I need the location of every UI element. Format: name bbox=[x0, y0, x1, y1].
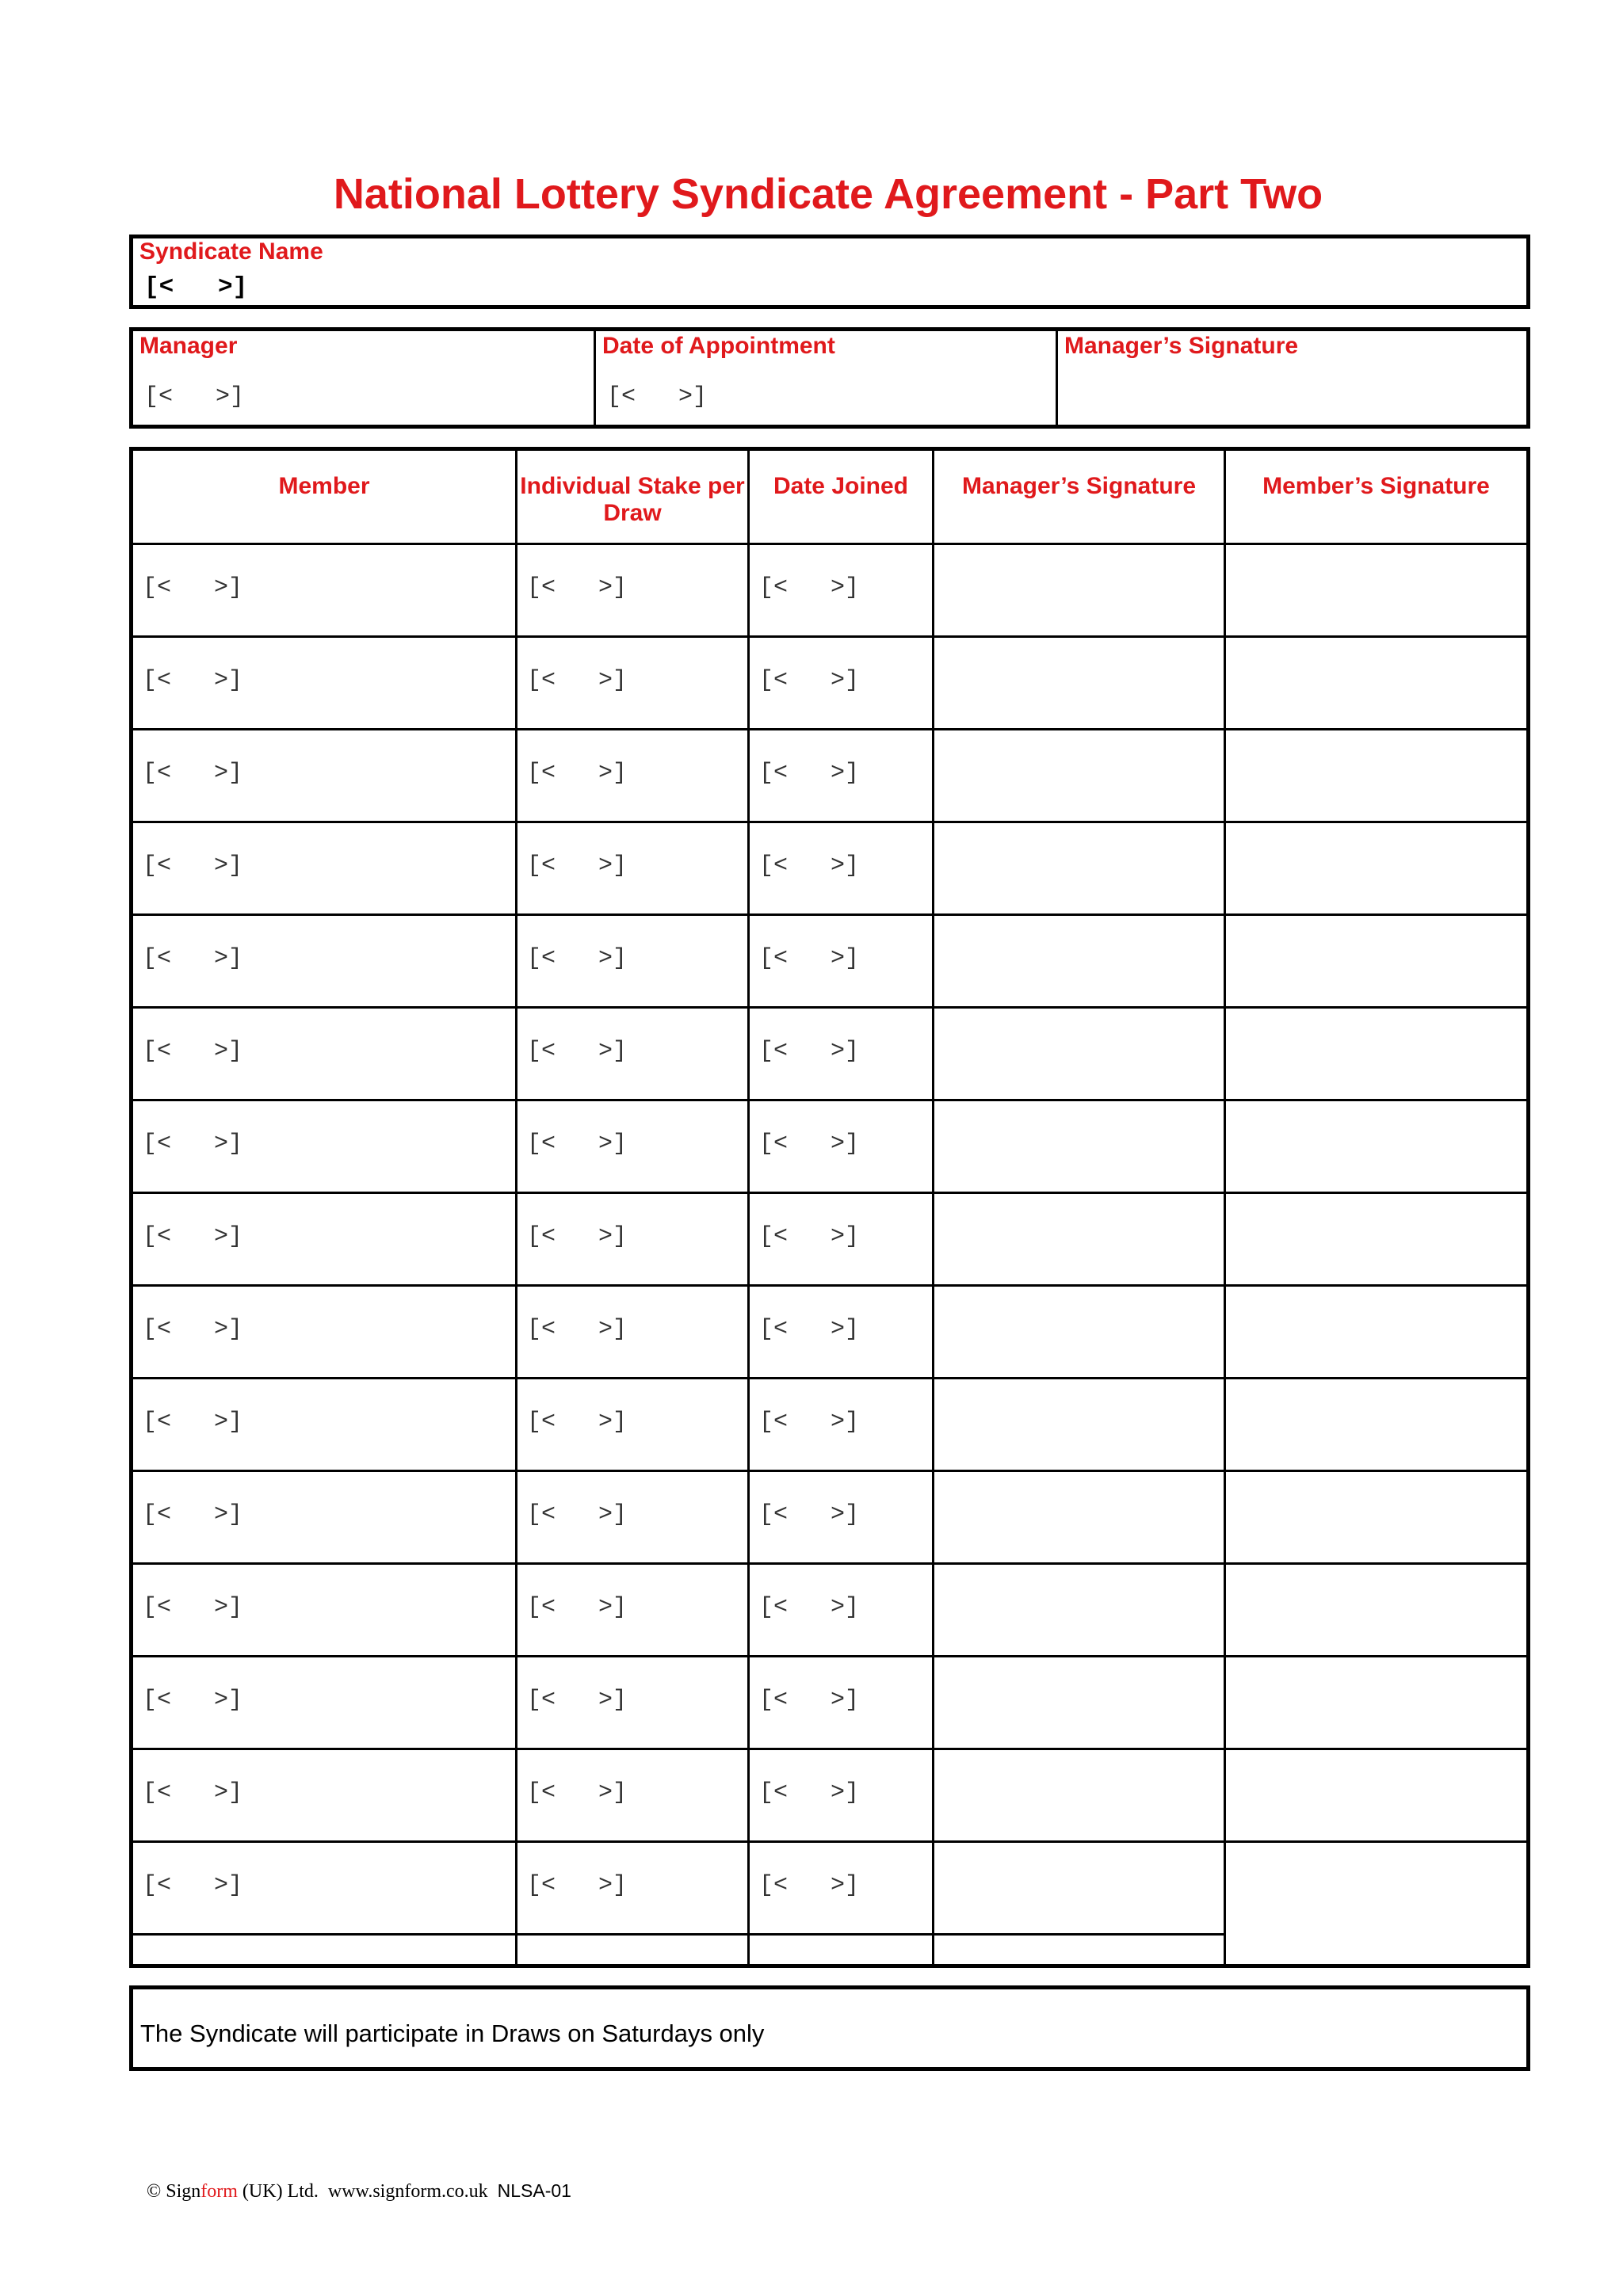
date-joined-field[interactable]: [< >] bbox=[759, 574, 860, 601]
stake-field[interactable]: [< >] bbox=[527, 1409, 628, 1436]
header-manager-signature: Manager’s Signature bbox=[961, 473, 1197, 499]
date-joined-field[interactable]: [< >] bbox=[759, 1131, 860, 1158]
footer bbox=[147, 2180, 571, 2203]
stake-field[interactable]: [< >] bbox=[527, 1594, 628, 1621]
draws-note-box bbox=[129, 1985, 1530, 2071]
manager-cell bbox=[133, 331, 594, 425]
stake-field[interactable]: [< >] bbox=[527, 574, 628, 601]
syndicate-name-box bbox=[129, 235, 1530, 309]
date-joined-field[interactable]: [< >] bbox=[759, 667, 860, 694]
syndicate-name-field[interactable]: [< >] bbox=[144, 273, 248, 301]
header-member-signature: Member’s Signature bbox=[1262, 473, 1490, 499]
row-divider bbox=[133, 1192, 1526, 1194]
date-joined-field[interactable]: [< >] bbox=[759, 1038, 860, 1065]
column-divider bbox=[515, 451, 517, 1964]
date-joined-field[interactable]: [< >] bbox=[759, 945, 860, 972]
member-field[interactable]: [< >] bbox=[143, 945, 243, 972]
footer-brand-highlight: form bbox=[200, 2181, 238, 2202]
header-individual-stake: Individual Stake per Draw bbox=[520, 473, 745, 526]
footer-company: (UK) Ltd. www.signform.co.uk bbox=[237, 2181, 498, 2202]
date-joined-field[interactable]: [< >] bbox=[759, 1409, 860, 1436]
syndicate-name-label: Syndicate Name bbox=[139, 238, 323, 265]
manager-box bbox=[129, 327, 1530, 429]
row-divider bbox=[133, 543, 1526, 545]
header-member: Member bbox=[278, 473, 370, 499]
members-table bbox=[129, 447, 1530, 1968]
member-field[interactable]: [< >] bbox=[143, 1872, 243, 1899]
row-divider bbox=[133, 1099, 1526, 1101]
member-field[interactable]: [< >] bbox=[143, 1038, 243, 1065]
date-joined-field[interactable]: [< >] bbox=[759, 1872, 860, 1899]
row-divider bbox=[133, 1470, 1526, 1472]
row-divider bbox=[133, 1377, 1526, 1379]
stake-field[interactable]: [< >] bbox=[527, 1316, 628, 1343]
stake-field[interactable]: [< >] bbox=[527, 760, 628, 787]
footer-copyright: © Sign bbox=[147, 2181, 201, 2202]
member-field[interactable]: [< >] bbox=[143, 852, 243, 879]
date-joined-field[interactable]: [< >] bbox=[759, 1687, 860, 1714]
stake-field[interactable]: [< >] bbox=[527, 667, 628, 694]
manager-signature-label: Manager’s Signature bbox=[1064, 333, 1299, 359]
row-divider bbox=[133, 728, 1526, 730]
date-joined-field[interactable]: [< >] bbox=[759, 1501, 860, 1528]
column-divider bbox=[1224, 451, 1226, 1964]
row-divider bbox=[133, 1748, 1526, 1750]
manager-field[interactable]: [< >] bbox=[144, 383, 245, 410]
member-field[interactable]: [< >] bbox=[143, 1501, 243, 1528]
stake-field[interactable]: [< >] bbox=[527, 1223, 628, 1250]
manager-label: Manager bbox=[139, 333, 238, 359]
member-field[interactable]: [< >] bbox=[143, 760, 243, 787]
row-divider bbox=[133, 1933, 1224, 1936]
date-of-appointment-cell bbox=[596, 331, 1056, 425]
member-field[interactable]: [< >] bbox=[143, 1779, 243, 1806]
date-of-appointment-label: Date of Appointment bbox=[602, 333, 835, 359]
date-joined-field[interactable]: [< >] bbox=[759, 1594, 860, 1621]
column-divider bbox=[747, 451, 750, 1964]
row-divider bbox=[133, 1284, 1526, 1287]
stake-field[interactable]: [< >] bbox=[527, 852, 628, 879]
row-divider bbox=[133, 1006, 1526, 1009]
stake-field[interactable]: [< >] bbox=[527, 1131, 628, 1158]
header-date-joined: Date Joined bbox=[773, 473, 909, 499]
member-field[interactable]: [< >] bbox=[143, 667, 243, 694]
date-joined-field[interactable]: [< >] bbox=[759, 1223, 860, 1250]
member-field[interactable]: [< >] bbox=[143, 1594, 243, 1621]
draws-note: The Syndicate will participate in Draws on Saturdays only bbox=[140, 2019, 765, 2047]
stake-field[interactable]: [< >] bbox=[527, 1687, 628, 1714]
page-title: National Lottery Syndicate Agreement - Part Two bbox=[333, 170, 1323, 218]
date-joined-field[interactable]: [< >] bbox=[759, 852, 860, 879]
manager-signature-cell[interactable] bbox=[1058, 331, 1526, 425]
date-joined-field[interactable]: [< >] bbox=[759, 1316, 860, 1343]
date-of-appointment-field[interactable]: [< >] bbox=[607, 383, 708, 410]
row-divider bbox=[133, 821, 1526, 823]
date-joined-field[interactable]: [< >] bbox=[759, 760, 860, 787]
member-field[interactable]: [< >] bbox=[143, 1131, 243, 1158]
member-field[interactable]: [< >] bbox=[143, 574, 243, 601]
member-field[interactable]: [< >] bbox=[143, 1409, 243, 1436]
member-field[interactable]: [< >] bbox=[143, 1223, 243, 1250]
row-divider bbox=[133, 913, 1526, 916]
row-divider bbox=[133, 635, 1526, 638]
row-divider bbox=[133, 1562, 1526, 1565]
date-joined-field[interactable]: [< >] bbox=[759, 1779, 860, 1806]
stake-field[interactable]: [< >] bbox=[527, 1779, 628, 1806]
stake-field[interactable]: [< >] bbox=[527, 1501, 628, 1528]
footer-code: NLSA-01 bbox=[497, 2180, 571, 2201]
column-divider bbox=[932, 451, 934, 1964]
row-divider bbox=[133, 1840, 1526, 1843]
member-field[interactable]: [< >] bbox=[143, 1316, 243, 1343]
row-divider bbox=[133, 1655, 1526, 1657]
stake-field[interactable]: [< >] bbox=[527, 1872, 628, 1899]
stake-field[interactable]: [< >] bbox=[527, 945, 628, 972]
stake-field[interactable]: [< >] bbox=[527, 1038, 628, 1065]
member-field[interactable]: [< >] bbox=[143, 1687, 243, 1714]
